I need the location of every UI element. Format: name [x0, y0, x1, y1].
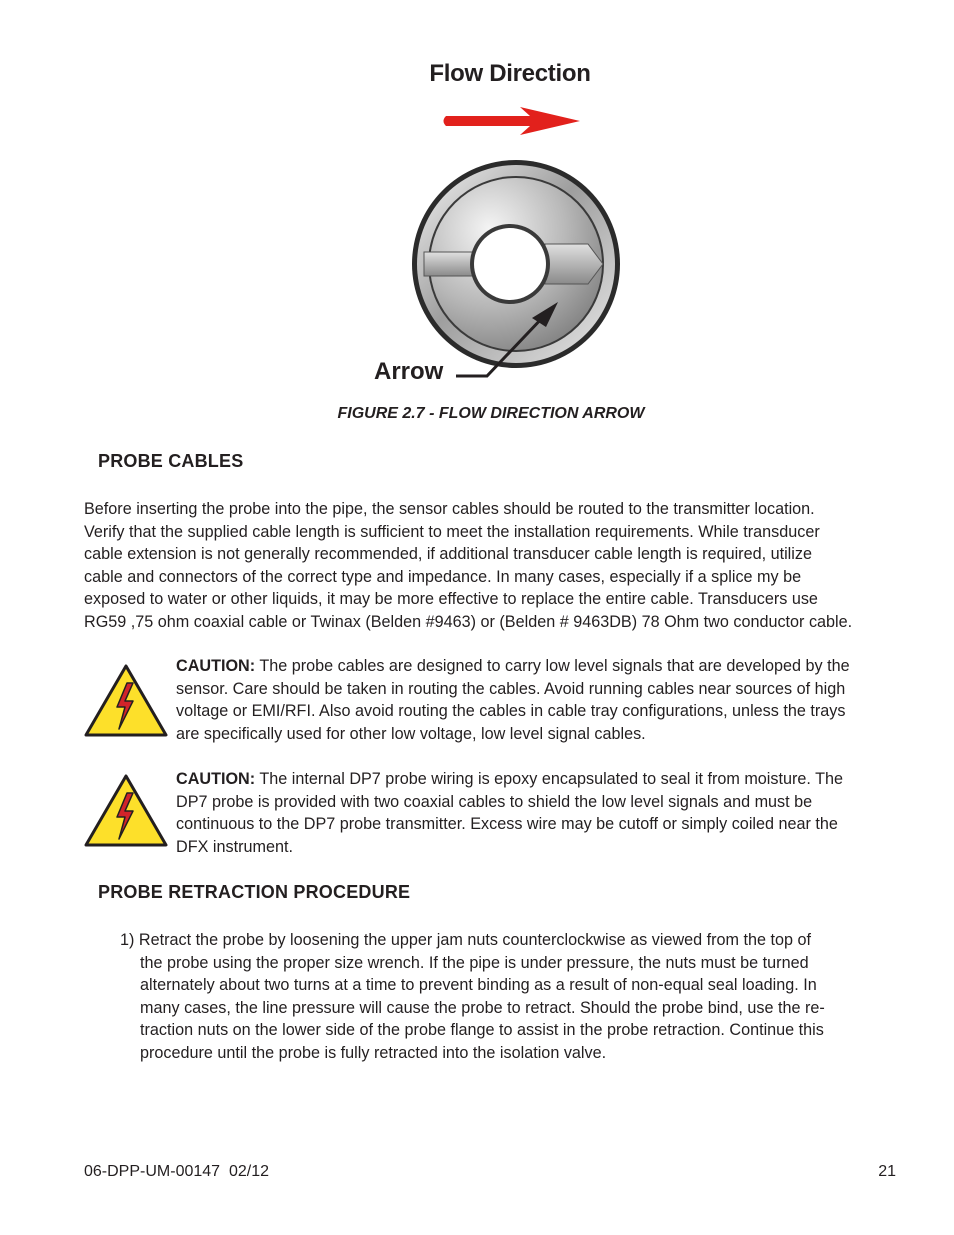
- step-line: 1) Retract the probe by loosening the upper jam nuts counterclockwise as viewed from the top of: [120, 931, 812, 949]
- figure-caption: FIGURE 2.7 - FLOW DIRECTION ARROW: [337, 405, 645, 422]
- caution-line: voltage or EMI/RFI. Also avoid routing the cables in cable tray configurations, unless the trays: [176, 702, 846, 720]
- probe-cables-heading: PROBE CABLES: [98, 451, 244, 471]
- probe-cables-paragraph: [84, 498, 914, 633]
- caution-line: DP7 probe is provided with two coaxial cables to shield the low level signals and must be: [176, 792, 813, 811]
- caution-label: CAUTION:: [176, 657, 256, 675]
- caution-line: continuous to the DP7 probe transmitter. Excess wire may be cutoff or simply coiled near the: [176, 815, 838, 833]
- caution-label: CAUTION:: [176, 770, 256, 788]
- footer-page-number: 21: [878, 1163, 896, 1180]
- footer-doc-id: 06-DPP-UM-00147 02/12: [84, 1163, 269, 1180]
- step-line: procedure until the probe is fully retracted into the isolation valve.: [140, 1043, 607, 1062]
- paragraph-line: RG59 ,75 ohm coaxial cable or Twinax (Belden #9463) or (Belden # 9463DB) 78 Ohm two conductor cable.: [84, 612, 853, 631]
- caution-line: DFX instrument.: [176, 837, 293, 856]
- caution-line: The internal DP7 probe wiring is epoxy encapsulated to seal it from moisture. The: [255, 770, 843, 788]
- probe-disk-icon: [412, 160, 620, 368]
- step-line: alternately about two turns at a time to prevent binding as a result of non-equal seal loading. In: [140, 976, 817, 994]
- high-voltage-warning-icon: [83, 663, 169, 739]
- step-line: traction nuts on the lower side of the probe flange to assist in the probe retraction. Continue this: [140, 1021, 824, 1039]
- step-line: the probe using the proper size wrench. If the pipe is under pressure, the nuts must be turned: [140, 953, 809, 972]
- caution-line: sensor. Care should be taken in routing the cables. Avoid running cables near sources of high: [176, 679, 846, 698]
- retraction-step: [120, 929, 920, 1064]
- caution-line: are specifically used for other low voltage, low level signal cables.: [176, 724, 646, 743]
- probe-retraction-heading: PROBE RETRACTION PROCEDURE: [98, 882, 411, 902]
- flow-direction-arrow-icon: [444, 107, 581, 135]
- caution-note: [176, 655, 916, 745]
- arrow-label: Arrow: [374, 358, 444, 385]
- paragraph-line: Verify that the supplied cable length is sufficient to meet the installation requirements. While transducer: [84, 522, 820, 541]
- step-line: many cases, the line pressure will cause the probe to retract. Should the probe bind, use the re-: [140, 998, 825, 1017]
- caution-line: The probe cables are designed to carry low level signals that are developed by the: [255, 657, 850, 675]
- paragraph-line: cable extension is not generally recommended, if additional transducer cable length is required, utilize: [84, 545, 812, 563]
- figure-title: Flow Direction: [429, 60, 591, 87]
- flow-direction-figure: [360, 105, 630, 395]
- paragraph-line: Before inserting the probe into the pipe, the sensor cables should be routed to the transmitter location.: [84, 500, 815, 518]
- paragraph-line: cable and connectors of the correct type and impedance. In many cases, especially if a splice my be: [84, 567, 802, 586]
- high-voltage-warning-icon: [83, 773, 169, 849]
- caution-note: [176, 768, 916, 858]
- paragraph-line: exposed to water or other liquids, it may be more effective to replace the entire cable. Transducers use: [84, 590, 818, 608]
